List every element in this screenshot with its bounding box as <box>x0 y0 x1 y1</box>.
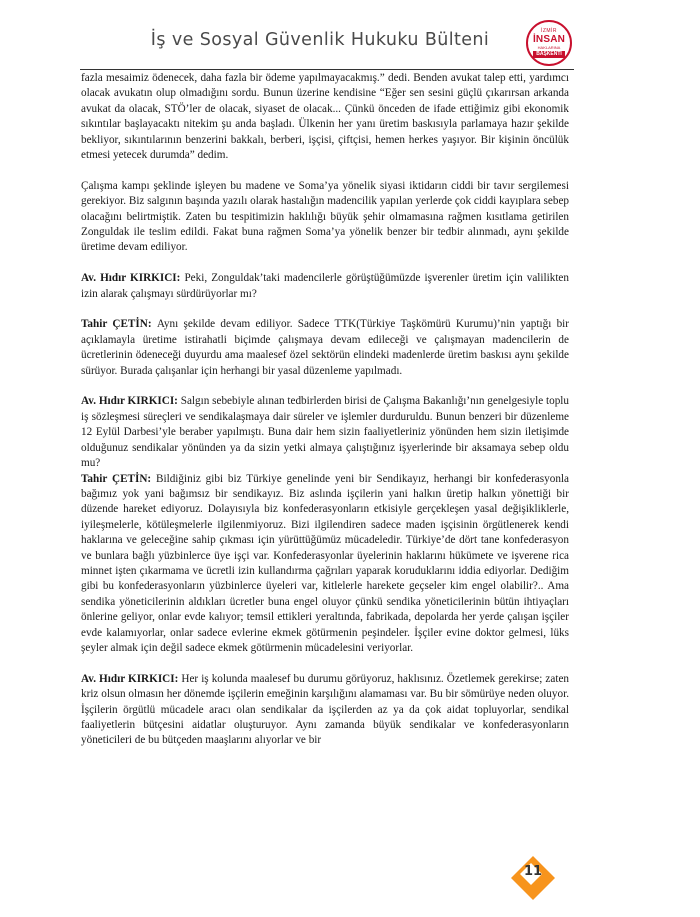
paragraph <box>81 472 569 657</box>
logo-text-line1: İZMİR <box>540 28 558 34</box>
speaker-label: Tahir ÇETİN: <box>81 318 157 331</box>
paragraph-text: Aynı şekilde devam ediliyor. Sadece TTK(Türkiye Taşkömürü Kurumu)’nin yaptığı bir açıklamayla üretime istirahatli biçimde çalışmaya devam edileceği ve çalışmayan madencilerin de ücretlerinin ödeneceği duyurdu ama maalesef özel sektörün elindeki madenlerde üretim baskısı aynı şekilde sürüyor. Burada çalışanlar için herhangi bir yasal düzenleme yapılmadı. <box>81 318 569 377</box>
paragraph <box>81 179 569 256</box>
paragraph-text: Çalışma kampı şeklinde işleyen bu madene ve Soma’ya yönelik siyasi iktidarın ciddi bir tavır sergilemesi gerekiyor. Biz salgının başında yazılı olarak hastalığın madencilik yapılan yerlerde çok ciddi kayıplara sebep olacağını belirtmiştik. Zaten bu tespitimizin haklılığı büyük şehir olmamasına rağmen kısıtlama getirilen Zonguldak ile teslim edildi. Fakat buna rağmen Soma’ya yönelik benzer bir tedbir alınmadı, aynı şekilde üretime devam ediliyor. <box>81 179 569 254</box>
speaker-label: Tahir ÇETİN: <box>81 472 157 485</box>
logo-text-line2: İNSAN <box>532 34 566 45</box>
article-body <box>81 71 569 764</box>
paragraph-text: Her iş kolunda maalesef bu durumu görüyoruz, haklısınız. Özetlemek gerekirse; zaten kriz olsun olmasın her dönemde işçilerin emeğinin karşılığını alamaması var. Bu bir sömürüye neden oluyor. İşçilerin örgütlü mücadele aracı olan sendikalar da işçilerden az ya da çok aidat topluyorlar, sendikal faaliyetlerin bütçesini aidatlar oluşturuyor. Aynı zamanda büyük sendikalar ve konfederasyonların yöneticileri de bu bütçeden maaşlarını alıyorlar ve bir <box>81 672 569 747</box>
paragraph-text: Salgın sebebiyle alınan tedbirlerden birisi de Çalışma Bakanlığı’nın genelgesiyle toplu iş sözleşmesi süreçleri ve sendikalaşmaya dair süreler ve işlemler durduruldu. Bunun benzeri bir düzenleme 12 Eylül Darbesi’yle beraber yapılmıştı. Buna dair hem sizin faaliyetleriniz yönünden hem sizin iletişimde olduğunuz sendikalar yönünden ya da sizin yetki almaya çalıştığınız işyerlerinde bir aksamaya sebep oldu mu? <box>81 395 569 470</box>
paragraph-text: fazla mesaimiz ödenecek, daha fazla bir ödeme yapılmayacakmış.” dedi. Benden avukat talep etti, yardımcı olacak avukatın olup olmadığını sordu. Bunun üzerine kendisine “Eğer sen sesini güçlü çıkarırsan arkanda avukat da olacak, STÖ’ler de olacak, siyaset de olacak... Çünkü önceden de ifade ettiğimiz gibi ekonomik sıkıntılar başlayacaktı nitekim şu anda başladı. Ülkenin her yanı üretim baskısıyla parlamaya hazır şekilde bekliyor, sıkıntılarının benzerini bakkalı, berberi, işçisi, çiftçisi, hemen herkes yaşıyor. Bir kişinin öncülük etmesi yetecek durumda” dedim. <box>81 72 569 162</box>
logo-text-line3: HAKLARINA <box>537 45 561 50</box>
speaker-label: Av. Hıdır KIRKICI: <box>81 395 181 408</box>
paragraph-text: Peki, Zonguldak’taki madencilerle görüştüğümüzde işverenler üretim için valilikten izin alarak çalışmayı sürdürüyorlar mı? <box>81 272 569 300</box>
paragraph <box>81 394 569 471</box>
paragraph <box>81 317 569 379</box>
speaker-label: Av. Hıdır KIRKICI: <box>81 272 185 285</box>
page-header-title: İş ve Sosyal Güvenlik Hukuku Bülteni <box>150 30 490 50</box>
izmir-human-rights-logo <box>526 20 572 66</box>
speaker-label: Av. Hıdır KIRKICI: <box>81 672 182 685</box>
paragraph-text: Bildiğiniz gibi biz Türkiye genelinde yeni bir Sendikayız, herhangi bir konfederasyonla bağımız yok yani bağımsız bir sendikayız. Biz aslında işçilerin yani halkın üretip halkın yönettiği bir düzende hareket ediyoruz. Dolayısıyla biz konfederasyonların etkisiyle gerçekleşen yasal değişikliklerle, iyileşmelerle, kötüleşmelerle ilgilenmiyoruz. Bizi ilgilendiren sadece maden işçisinin örgütlenerek kendi haklarına ve geleceğine sahip çıkması için yürüttüğümüz mücadeledir. Türkiye’de dört tane konfederasyon ve bunlara bağlı yüzbinlerce üye işçi var. Konfederasyonlar üyelerinin haklarını hükümete ve işverene rica minnet işten çıkarmama ve ücretli izin kullandırma çağrıları yaparak koruduklarını iddia ediyorlar. Dediğim gibi bu konfederasyonların yüzbinlerce üyeleri var, kitlelerle harekete geçseler kim engel olabilir?.. Ama sendika yöneticilerinin aldıkları ücretler buna engel oluyor çünkü sendika yöneticilerinin bütün ihtiyaçları önlerine geliyor, onlar evde kalıyor; temsil ettikleri yeraltında, fabrikada, depolarda her yerde çalışan işçiler evde kalamıyorlar, onlar sadece evlerine ekmek götürmenin peşindeler. İşçiler evine doktor gelmesi, lüks şeyler almak için değil sadece ekmek götürmenin mücadelesini veriyorlar. <box>81 472 569 654</box>
header-divider <box>80 69 574 70</box>
paragraph <box>81 71 569 163</box>
paragraph <box>81 271 569 302</box>
logo-text-line4: BAŞKENTİ <box>533 51 565 58</box>
page-number: 11 <box>523 864 543 879</box>
paragraph <box>81 672 569 749</box>
